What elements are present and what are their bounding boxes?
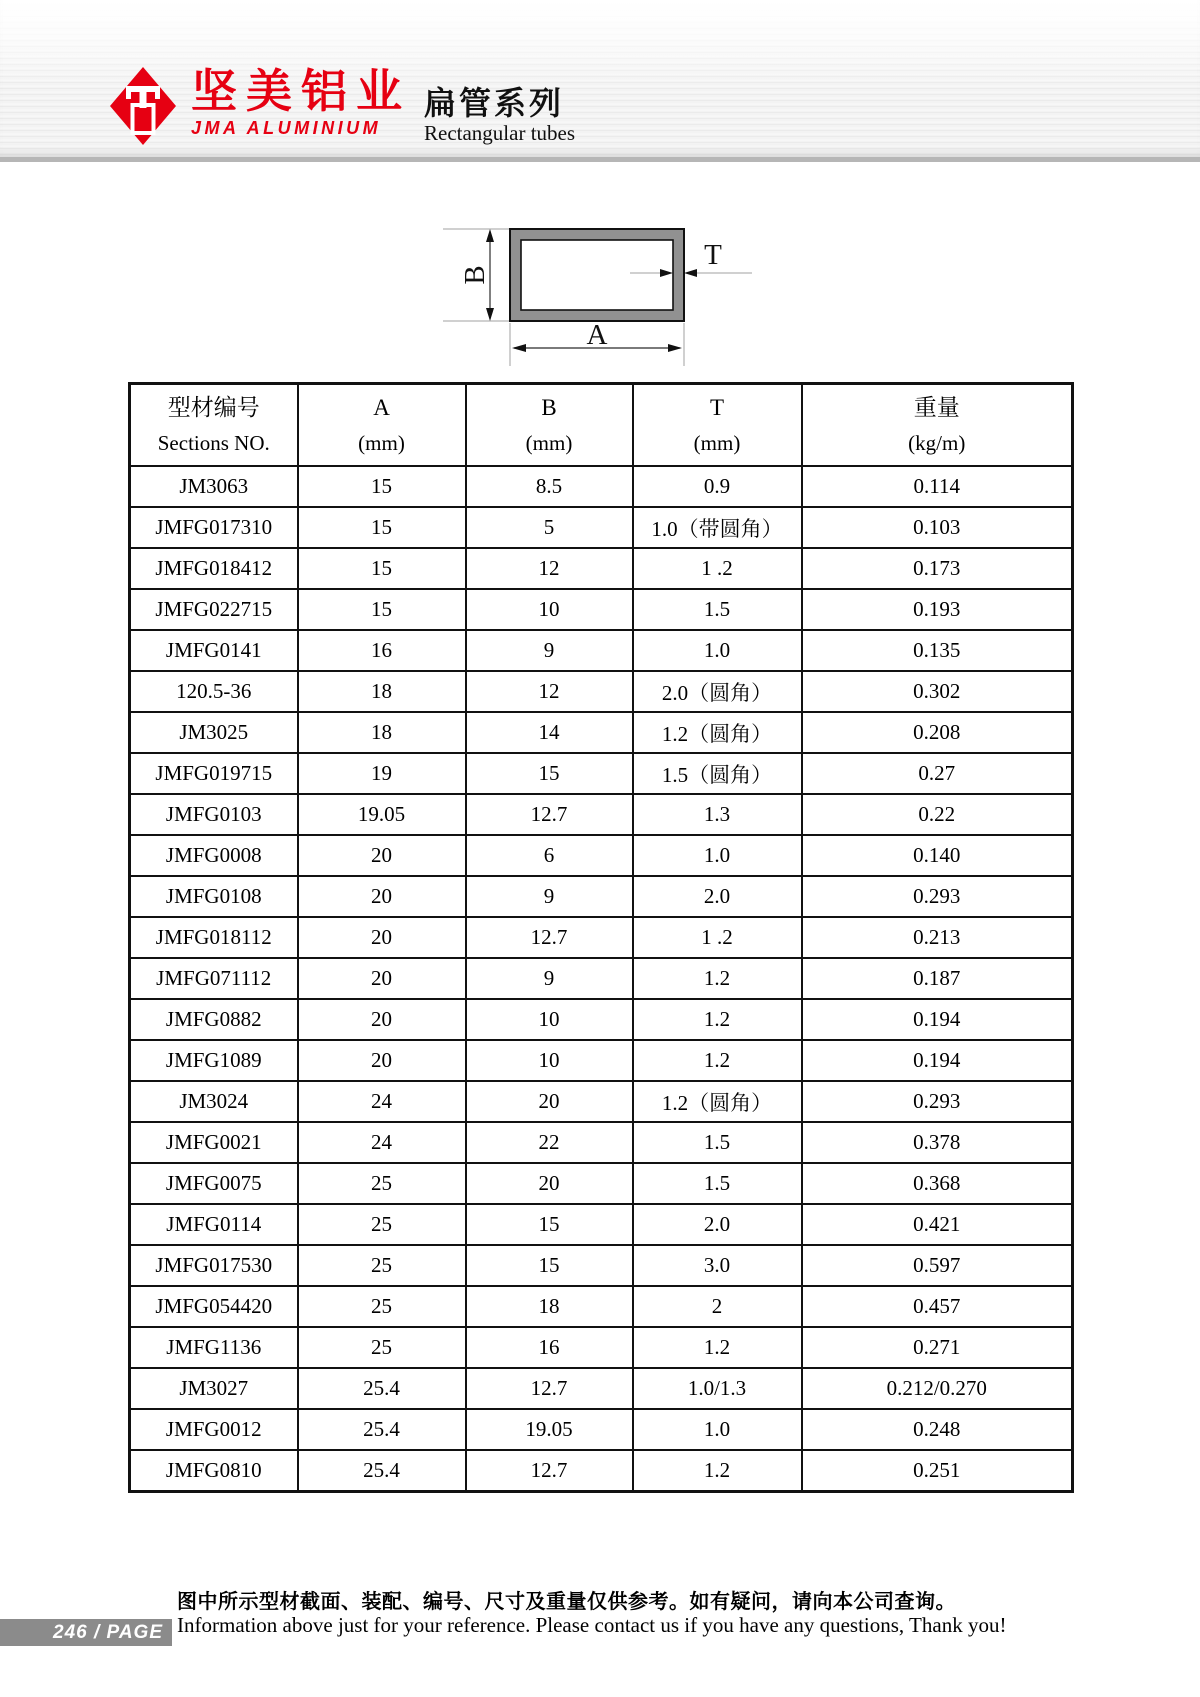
logo [110,66,411,146]
cell-weight: 0.135 [802,630,1073,671]
cell-b-mm: 12.7 [466,917,633,958]
col-header-line2: (mm) [358,431,405,455]
cell-t-mm: 3.0 [633,1245,802,1286]
col-header-section-no [130,384,298,467]
table-row [130,1204,1073,1245]
table-row [130,712,1073,753]
cell-weight: 0.103 [802,507,1073,548]
col-header-t [633,384,802,467]
series-title-en: Rectangular tubes [424,121,576,146]
cell-section-no: JM3027 [130,1368,298,1409]
cell-weight: 0.114 [802,466,1073,507]
cell-weight: 0.194 [802,1040,1073,1081]
table-row [130,794,1073,835]
cell-b-mm: 20 [466,1163,633,1204]
cell-section-no: JMFG0810 [130,1450,298,1492]
table-row [130,589,1073,630]
cell-t-mm: 1.5 [633,1163,802,1204]
cell-b-mm: 15 [466,753,633,794]
cell-a-mm: 18 [298,671,466,712]
cell-b-mm: 22 [466,1122,633,1163]
table-row [130,671,1073,712]
cell-b-mm: 9 [466,958,633,999]
cell-t-mm: 1.5 [633,1122,802,1163]
cell-a-mm: 15 [298,548,466,589]
cell-section-no: JMFG0103 [130,794,298,835]
cell-b-mm: 20 [466,1081,633,1122]
logo-chinese-name: 坚美铝业 [191,65,411,117]
cell-weight: 0.251 [802,1450,1073,1492]
cell-section-no: JMFG1089 [130,1040,298,1081]
table-row [130,1409,1073,1450]
page-number: 246 / PAGE [53,1621,163,1643]
table-row [130,466,1073,507]
cell-weight: 0.173 [802,548,1073,589]
cell-section-no: JMFG018112 [130,917,298,958]
cell-a-mm: 20 [298,958,466,999]
cell-a-mm: 20 [298,917,466,958]
table-row [130,999,1073,1040]
cell-weight: 0.457 [802,1286,1073,1327]
cell-section-no: JMFG0021 [130,1122,298,1163]
footer-note-en: Information above just for your reference. Please contact us if you have any questions, Thank you! [177,1613,1007,1637]
tube-cross-section-diagram [430,200,770,375]
cell-weight: 0.140 [802,835,1073,876]
tube-inner-rect [521,240,673,310]
table-row [130,507,1073,548]
cell-section-no: JMFG0008 [130,835,298,876]
cell-section-no: JMFG0012 [130,1409,298,1450]
table-row [130,1368,1073,1409]
cell-weight: 0.208 [802,712,1073,753]
cell-t-mm: 1.2 [633,1327,802,1368]
cell-section-no: JMFG1136 [130,1327,298,1368]
cell-t-mm: 1.5 [633,589,802,630]
cell-a-mm: 20 [298,1040,466,1081]
cell-a-mm: 16 [298,630,466,671]
cell-t-mm: 1.0（带圆角） [633,507,802,548]
cell-b-mm: 5 [466,507,633,548]
cell-a-mm: 25.4 [298,1409,466,1450]
logo-text [191,66,411,139]
series-title [424,86,575,145]
cell-section-no: JMFG054420 [130,1286,298,1327]
cell-section-no: JMFG022715 [130,589,298,630]
logo-english-name: JMA ALUMINIUM [191,117,382,138]
cell-t-mm: 1.5（圆角） [633,753,802,794]
cell-b-mm: 10 [466,1040,633,1081]
cell-section-no: JM3063 [130,466,298,507]
cell-b-mm: 14 [466,712,633,753]
cell-a-mm: 15 [298,507,466,548]
cell-a-mm: 15 [298,589,466,630]
cell-a-mm: 20 [298,876,466,917]
cell-b-mm: 12 [466,671,633,712]
table-row [130,1081,1073,1122]
cell-b-mm: 9 [466,630,633,671]
table-row [130,958,1073,999]
cell-weight: 0.421 [802,1204,1073,1245]
cell-section-no: JMFG0882 [130,999,298,1040]
cell-weight: 0.293 [802,876,1073,917]
cell-section-no: JMFG0141 [130,630,298,671]
col-header-line1: 重量 [913,395,960,420]
cell-section-no: JMFG017530 [130,1245,298,1286]
table-row [130,1245,1073,1286]
cell-t-mm: 1 .2 [633,917,802,958]
cell-t-mm: 1.0 [633,835,802,876]
table-row [130,548,1073,589]
cell-section-no: 120.5-36 [130,671,298,712]
table-row [130,917,1073,958]
cell-a-mm: 20 [298,835,466,876]
table-header-row [130,384,1073,467]
col-header-a [298,384,466,467]
cell-section-no: JMFG0108 [130,876,298,917]
table-row [130,835,1073,876]
table-row [130,1286,1073,1327]
table-row [130,1122,1073,1163]
cell-weight: 0.22 [802,794,1073,835]
cell-b-mm: 15 [466,1245,633,1286]
cell-t-mm: 1 .2 [633,548,802,589]
col-header-line1: B [541,395,557,420]
cell-weight: 0.27 [802,753,1073,794]
cell-b-mm: 12 [466,548,633,589]
cell-t-mm: 1.2 [633,1450,802,1492]
cell-section-no: JMFG019715 [130,753,298,794]
cell-section-no: JMFG018412 [130,548,298,589]
cell-b-mm: 6 [466,835,633,876]
cell-b-mm: 10 [466,589,633,630]
cell-a-mm: 25 [298,1245,466,1286]
cell-weight: 0.368 [802,1163,1073,1204]
cell-t-mm: 0.9 [633,466,802,507]
cell-a-mm: 19.05 [298,794,466,835]
table-row [130,1040,1073,1081]
cell-section-no: JMFG071112 [130,958,298,999]
cell-weight: 0.187 [802,958,1073,999]
cell-a-mm: 25 [298,1163,466,1204]
cell-t-mm: 1.2（圆角） [633,712,802,753]
cell-b-mm: 18 [466,1286,633,1327]
cell-t-mm: 1.0/1.3 [633,1368,802,1409]
col-header-line1: T [709,395,725,420]
cell-t-mm: 1.0 [633,1409,802,1450]
cell-weight: 0.597 [802,1245,1073,1286]
col-header-line2: (mm) [525,431,573,455]
cell-a-mm: 19 [298,753,466,794]
col-header-line2: (mm) [693,431,741,455]
cell-weight: 0.213 [802,917,1073,958]
col-header-weight [802,384,1073,467]
cell-section-no: JMFG017310 [130,507,298,548]
cell-weight: 0.212/0.270 [802,1368,1073,1409]
cell-t-mm: 2.0（圆角） [633,671,802,712]
cell-a-mm: 25 [298,1204,466,1245]
cell-t-mm: 1.2 [633,958,802,999]
cell-t-mm: 2.0 [633,1204,802,1245]
cell-b-mm: 12.7 [466,794,633,835]
cell-section-no: JM3024 [130,1081,298,1122]
cell-section-no: JMFG0075 [130,1163,298,1204]
page-number-box [0,1619,172,1646]
cell-weight: 0.271 [802,1327,1073,1368]
cell-a-mm: 18 [298,712,466,753]
cell-weight: 0.248 [802,1409,1073,1450]
col-header-line2: (kg/m) [908,431,966,455]
cell-a-mm: 25 [298,1286,466,1327]
cell-a-mm: 15 [298,466,466,507]
cell-weight: 0.194 [802,999,1073,1040]
col-header-b [466,384,633,467]
cell-a-mm: 25 [298,1327,466,1368]
cell-b-mm: 12.7 [466,1368,633,1409]
dim-label-b: B [459,265,491,285]
table-body [130,466,1073,1492]
header-band [0,0,1200,162]
col-header-line1: A [373,395,390,420]
series-title-cn: 扁管系列 [424,85,565,121]
footer-note-cn: 图中所示型材截面、装配、编号、尺寸及重量仅供参考。如有疑问，请向本公司查询。 [177,1591,956,1613]
jma-diamond-logo-icon [110,66,176,146]
cell-a-mm: 20 [298,999,466,1040]
cell-b-mm: 15 [466,1204,633,1245]
cell-b-mm: 10 [466,999,633,1040]
col-header-line2: Sections NO. [157,431,270,455]
cell-t-mm: 2 [633,1286,802,1327]
cell-a-mm: 25.4 [298,1450,466,1492]
cell-b-mm: 8.5 [466,466,633,507]
cell-a-mm: 25.4 [298,1368,466,1409]
table-row [130,1450,1073,1492]
cell-t-mm: 1.2（圆角） [633,1081,802,1122]
dim-label-a: A [586,319,608,351]
sections-table [128,382,1074,1493]
table-row [130,1163,1073,1204]
dim-label-t: T [704,239,722,271]
table-row [130,753,1073,794]
cell-t-mm: 1.2 [633,1040,802,1081]
table-row [130,1327,1073,1368]
cell-weight: 0.193 [802,589,1073,630]
table-row [130,876,1073,917]
cell-weight: 0.378 [802,1122,1073,1163]
table-row [130,630,1073,671]
cell-weight: 0.302 [802,671,1073,712]
cell-section-no: JM3025 [130,712,298,753]
cell-b-mm: 12.7 [466,1450,633,1492]
cell-b-mm: 9 [466,876,633,917]
cell-b-mm: 19.05 [466,1409,633,1450]
cell-b-mm: 16 [466,1327,633,1368]
cell-t-mm: 1.3 [633,794,802,835]
cell-section-no: JMFG0114 [130,1204,298,1245]
cell-t-mm: 1.2 [633,999,802,1040]
col-header-line1: 型材编号 [167,395,260,420]
cell-a-mm: 24 [298,1081,466,1122]
cell-t-mm: 2.0 [633,876,802,917]
cell-weight: 0.293 [802,1081,1073,1122]
cell-a-mm: 24 [298,1122,466,1163]
cell-t-mm: 1.0 [633,630,802,671]
